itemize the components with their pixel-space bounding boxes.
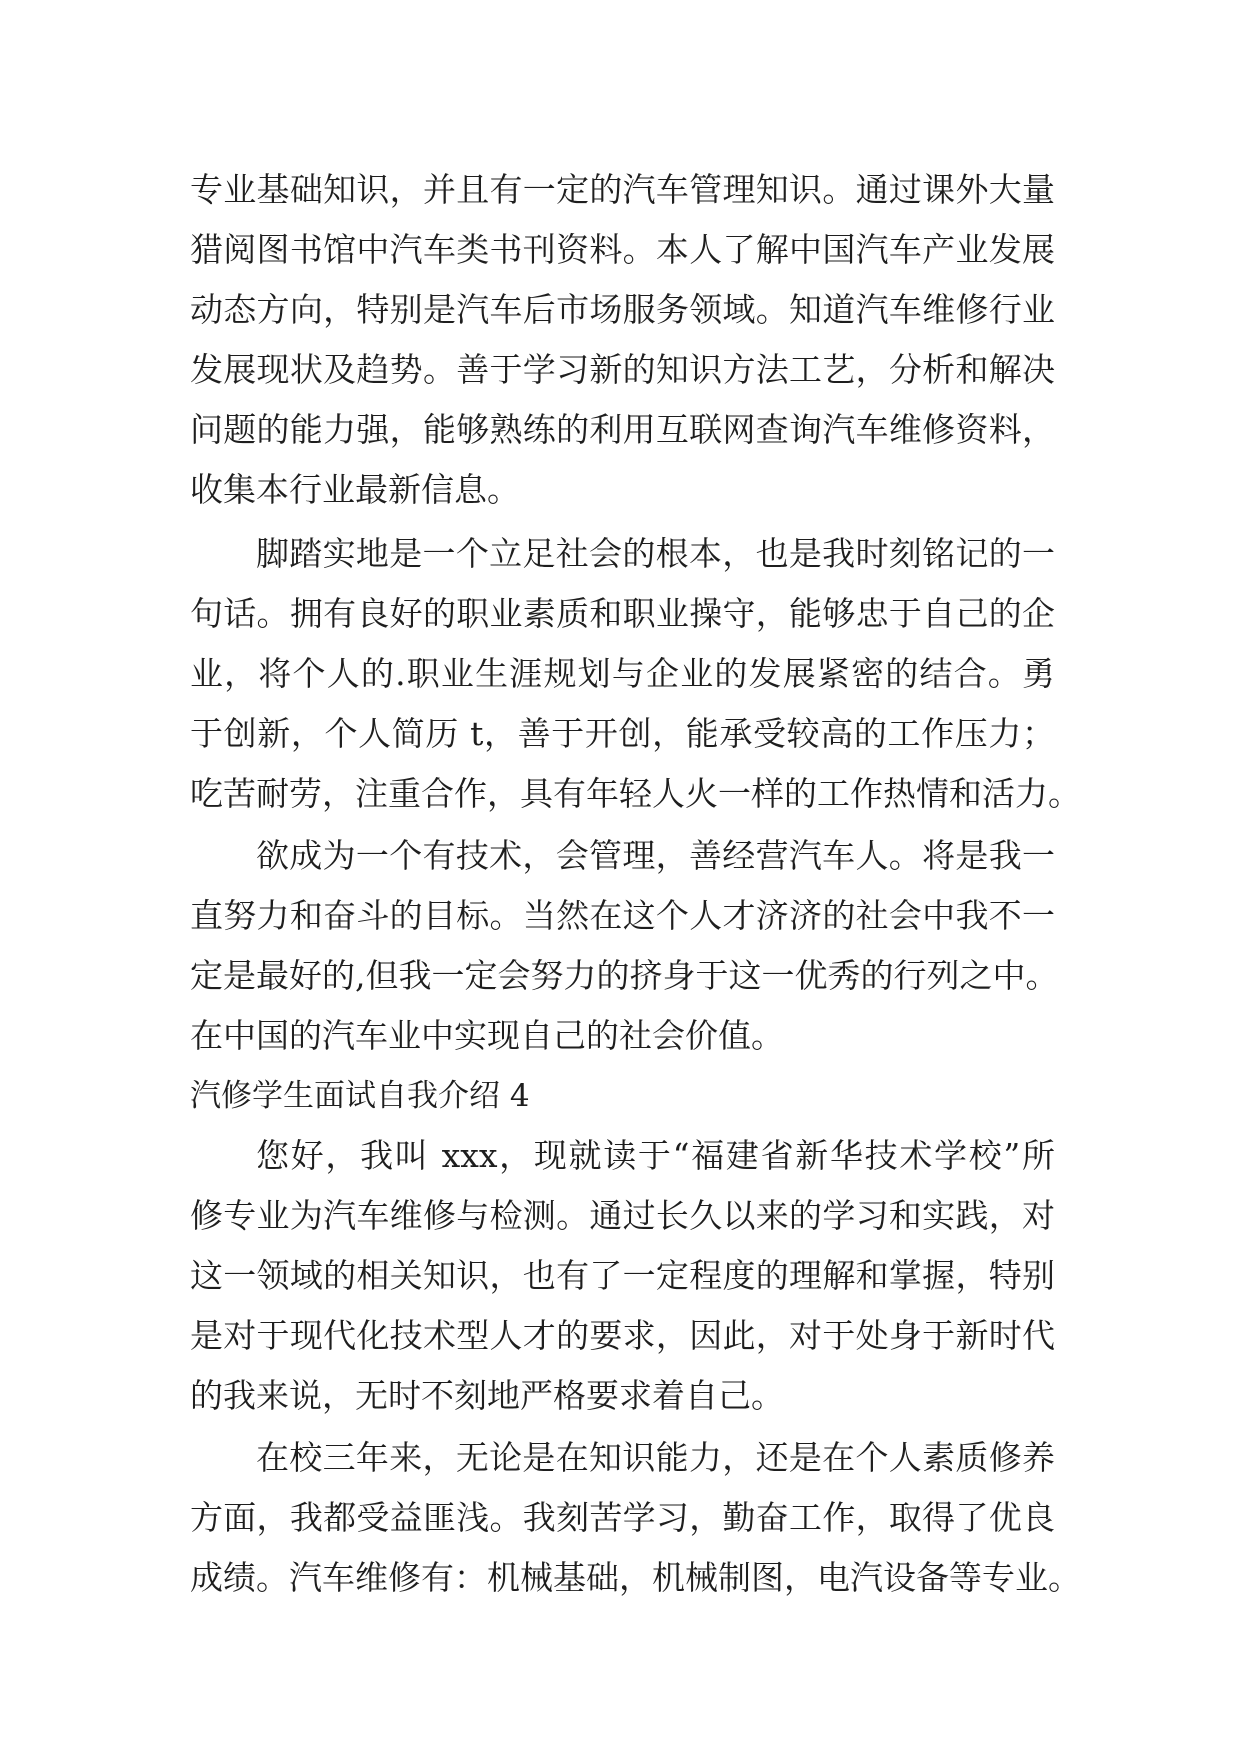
text-line: 是对于现代化技术型人才的要求，因此，对于处身于新时代: [190, 1316, 1055, 1355]
paragraph-first-line: 欲成为一个有技术，会管理，善经营汽车人。将是我一: [256, 836, 1055, 875]
text-line: 发展现状及趋势。善于学习新的知识方法工艺，分析和解决: [190, 350, 1055, 389]
text-line: 定是最好的,但我一定会努力的挤身于这一优秀的行列之中。: [190, 956, 1059, 995]
text-line: 成绩。汽车维修有：机械基础，机械制图，电汽设备等专业。: [190, 1558, 1081, 1597]
text-line: 方面，我都受益匪浅。我刻苦学习，勤奋工作，取得了优良: [190, 1498, 1055, 1537]
text-line: 收集本行业最新信息。: [190, 470, 520, 509]
text-line: 猎阅图书馆中汽车类书刊资料。本人了解中国汽车产业发展: [190, 230, 1055, 269]
text-line: 于创新，个人简历 t，善于开创，能承受较高的工作压力；: [190, 714, 1055, 753]
paragraph-first-line: 在校三年来，无论是在知识能力，还是在个人素质修养: [256, 1438, 1055, 1477]
text-line: 这一领域的相关知识，也有了一定程度的理解和掌握，特别: [190, 1256, 1055, 1295]
text-line: 句话。拥有良好的职业素质和职业操守，能够忠于自己的企: [190, 594, 1055, 633]
text-line: 在中国的汽车业中实现自己的社会价值。: [190, 1016, 784, 1055]
paragraph-first-line: 您好，我叫 xxx，现就读于“福建省新华技术学校”所: [256, 1136, 1055, 1175]
text-line: 的我来说，无时不刻地严格要求着自己。: [190, 1376, 784, 1415]
paragraph-first-line: 脚踏实地是一个立足社会的根本，也是我时刻铭记的一: [256, 534, 1055, 573]
text-line: 修专业为汽车维修与检测。通过长久以来的学习和实践，对: [190, 1196, 1055, 1235]
text-line: 吃苦耐劳，注重合作，具有年轻人火一样的工作热情和活力。: [190, 774, 1081, 813]
text-line: 问题的能力强，能够熟练的利用互联网查询汽车维修资料，: [190, 410, 1055, 449]
text-line: 直努力和奋斗的目标。当然在这个人才济济的社会中我不一: [190, 896, 1055, 935]
text-line: 业，将个人的.职业生涯规划与企业的发展紧密的结合。勇: [190, 654, 1055, 693]
text-line: 动态方向，特别是汽车后市场服务领域。知道汽车维修行业: [190, 290, 1055, 329]
section-heading: 汽修学生面试自我介绍 4: [190, 1078, 530, 1114]
text-line: 专业基础知识，并且有一定的汽车管理知识。通过课外大量: [190, 170, 1055, 209]
